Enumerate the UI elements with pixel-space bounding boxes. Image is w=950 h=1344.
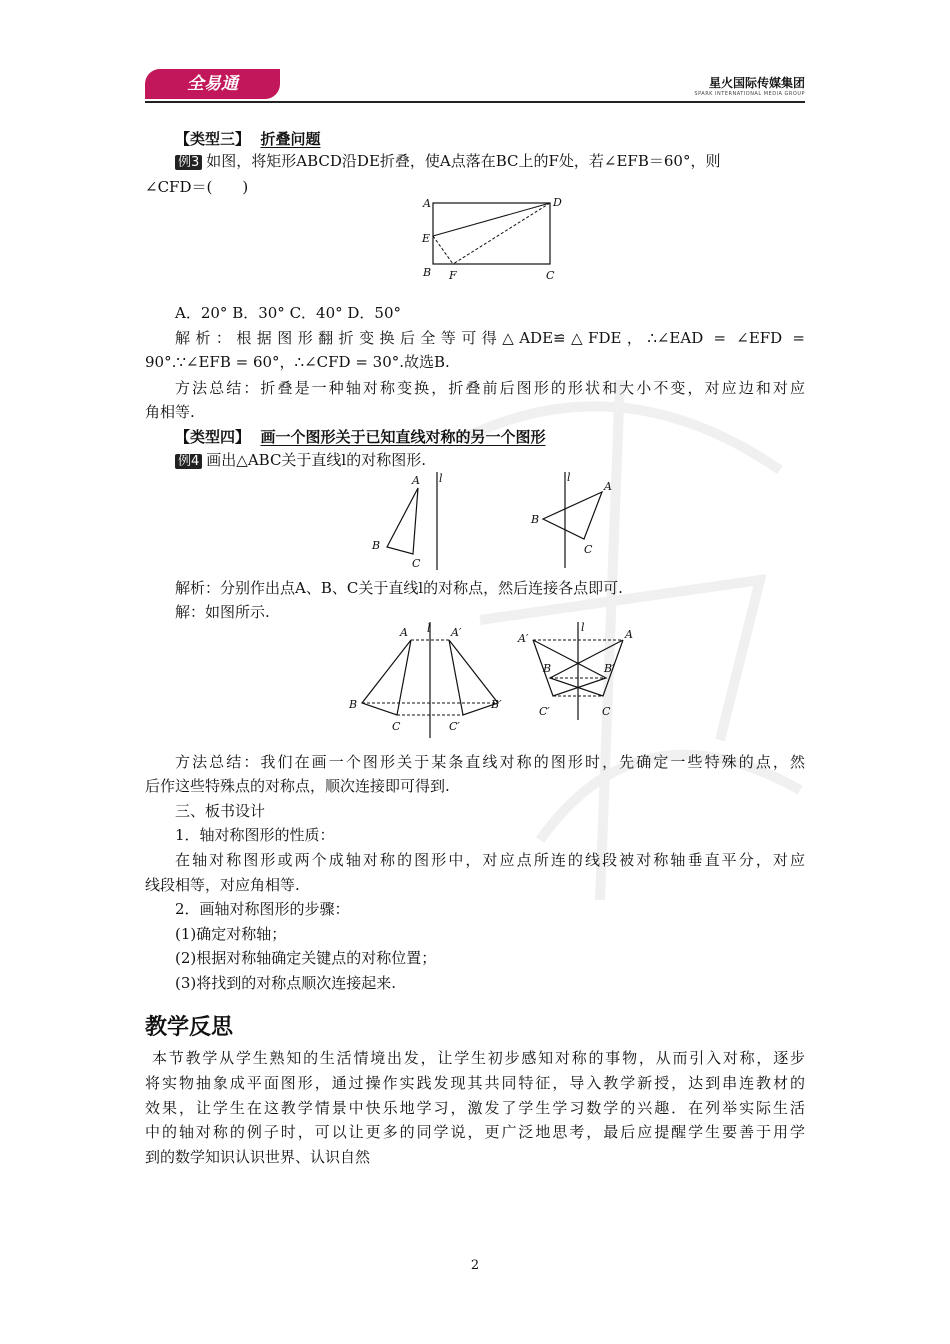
fig2-label-l: l xyxy=(567,471,571,484)
fig3-label-l: l xyxy=(427,622,431,635)
segment-df xyxy=(453,203,550,264)
fig4-label-B: B xyxy=(543,662,552,675)
type4-heading xyxy=(175,426,805,448)
type3-analysis-line2: 90°.∵∠EFB = 60°，∴∠CFD = 30°.故选B. xyxy=(145,353,450,371)
fig4-label-A-prime: A′ xyxy=(518,632,529,645)
fig3-label-A-prime: A′ xyxy=(451,626,462,639)
board-item1-line2: 线段相等，对应角相等. xyxy=(145,876,300,894)
brand xyxy=(694,74,805,97)
type3-title: 折叠问题 xyxy=(260,130,321,148)
board-item2: 2．画轴对称图形的步骤： xyxy=(175,900,350,918)
label-B: B xyxy=(423,266,432,279)
example-badge-4: 例4 xyxy=(175,454,202,469)
triangle-abc-3 xyxy=(362,640,411,715)
header-rule xyxy=(145,101,805,103)
brand-en: SPARK INTERNATIONAL MEDIA GROUP xyxy=(694,91,805,97)
reflection-line5: 到的数学知识认识世界、认识自然 xyxy=(145,1148,371,1166)
fig1-label-l: l xyxy=(439,472,443,485)
board-heading: 三、板书设计 xyxy=(175,802,266,820)
type3-bracket: 【类型三】 xyxy=(175,130,251,148)
logo: 全易通 xyxy=(145,69,280,99)
board-step3: (3)将找到的对称点顺次连接起来. xyxy=(175,974,397,992)
type3-options: A．20° B．30° C．40° D．50° xyxy=(175,304,402,322)
type4-solution: 解：如图所示. xyxy=(175,603,270,621)
segment-ef xyxy=(433,236,453,264)
type4-title: 画一个图形关于已知直线对称的另一个图形 xyxy=(260,428,546,446)
reflection-line2: 将实物抽象成平面图形，通过操作实践发现其共同特征，导入教学新授，达到串连教材的 xyxy=(145,1074,805,1092)
board-step1: (1)确定对称轴； xyxy=(175,925,287,943)
type3-question-line1: 如图，将矩形ABCD沿DE折叠，使A点落在BC上的F处，若∠EFB＝60°，则 xyxy=(206,152,721,170)
triangle-abc-2 xyxy=(543,492,602,539)
label-C: C xyxy=(546,269,555,282)
type4-summary-line1: 方法总结：我们在画一个图形关于某条直线对称的图形时，先确定一些特殊的点，然 xyxy=(175,753,805,771)
fig3-label-C-prime: C′ xyxy=(449,720,460,733)
label-F: F xyxy=(449,269,457,282)
fig4-label-C: C xyxy=(602,705,611,718)
reflection-heading: 教学反思 xyxy=(145,1015,234,1040)
reflection-line3: 效果，让学生在这教学情景中快乐地学习，激发了学生学习数学的兴趣．在列举实际生活 xyxy=(145,1099,805,1117)
fig2-label-B: B xyxy=(531,513,540,526)
fig3-label-B: B xyxy=(349,698,358,711)
solution-figure-2 xyxy=(515,620,645,722)
fig1-label-B: B xyxy=(372,539,381,552)
rectangle-abcd xyxy=(433,203,550,264)
fig3-label-C: C xyxy=(392,720,401,733)
triangle-abc-1 xyxy=(387,488,418,554)
fig1-label-C: C xyxy=(412,557,421,570)
type4-question-row xyxy=(175,449,805,471)
solution-figure-1 xyxy=(345,620,515,740)
fig3-label-A: A xyxy=(400,626,408,639)
type3-heading xyxy=(175,128,805,150)
fig4-label-B-prime: B′ xyxy=(604,662,615,675)
fig2-label-A: A xyxy=(604,480,612,493)
fig2-label-C: C xyxy=(584,543,593,556)
type3-question-line2: ∠CFD＝( ) xyxy=(145,178,249,196)
triangle-figure-1 xyxy=(365,470,445,572)
type4-analysis: 解析：分别作出点A、B、C关于直线l的对称点，然后连接各点即可. xyxy=(175,579,623,597)
type4-bracket: 【类型四】 xyxy=(175,428,251,446)
label-E: E xyxy=(422,232,431,245)
example-badge-3: 例3 xyxy=(175,155,202,170)
label-D: D xyxy=(553,196,562,209)
type4-summary-line2: 后作这些特殊点的对称点，顺次连接即可得到. xyxy=(145,777,450,795)
crease-de xyxy=(433,203,550,236)
type3-summary-line2: 角相等. xyxy=(145,403,195,421)
board-item1: 1．轴对称图形的性质： xyxy=(175,826,335,844)
brand-cn: 星火国际传媒集团 xyxy=(708,76,805,90)
type3-summary-line1: 方法总结：折叠是一种轴对称变换，折叠前后图形的形状和大小不变，对应边和对应 xyxy=(175,379,805,397)
triangle-figure-2 xyxy=(528,470,620,570)
type3-question-row xyxy=(175,150,805,172)
fig4-label-C-prime: C′ xyxy=(539,705,550,718)
type3-analysis-line1: 解析：根据图形翻折变换后全等可得△ADE≌△FDE，∴∠EAD = ∠EFD = xyxy=(175,329,805,347)
fig4-label-l: l xyxy=(581,621,585,634)
label-A: A xyxy=(423,197,431,210)
type4-question: 画出△ABC关于直线l的对称图形. xyxy=(206,451,426,469)
reflection-line4: 中的轴对称的例子时，可以让更多的同学说，更广泛地思考，最后应提醒学生要善于用学 xyxy=(145,1123,805,1141)
board-step2: (2)根据对称轴确定关键点的对称位置； xyxy=(175,949,437,967)
page-number: 2 xyxy=(470,1258,480,1273)
fig1-label-A: A xyxy=(412,474,420,487)
fold-figure xyxy=(415,192,565,284)
fig4-label-A: A xyxy=(625,628,633,641)
board-item1-line1: 在轴对称图形或两个成轴对称的图形中，对应点所连的线段被对称轴垂直平分，对应 xyxy=(175,851,805,869)
reflection-line1: 本节教学从学生熟知的生活情境出发，让学生初步感知对称的事物，从而引入对称，逐步 xyxy=(152,1049,805,1067)
fig3-label-B-prime: B′ xyxy=(491,698,502,711)
